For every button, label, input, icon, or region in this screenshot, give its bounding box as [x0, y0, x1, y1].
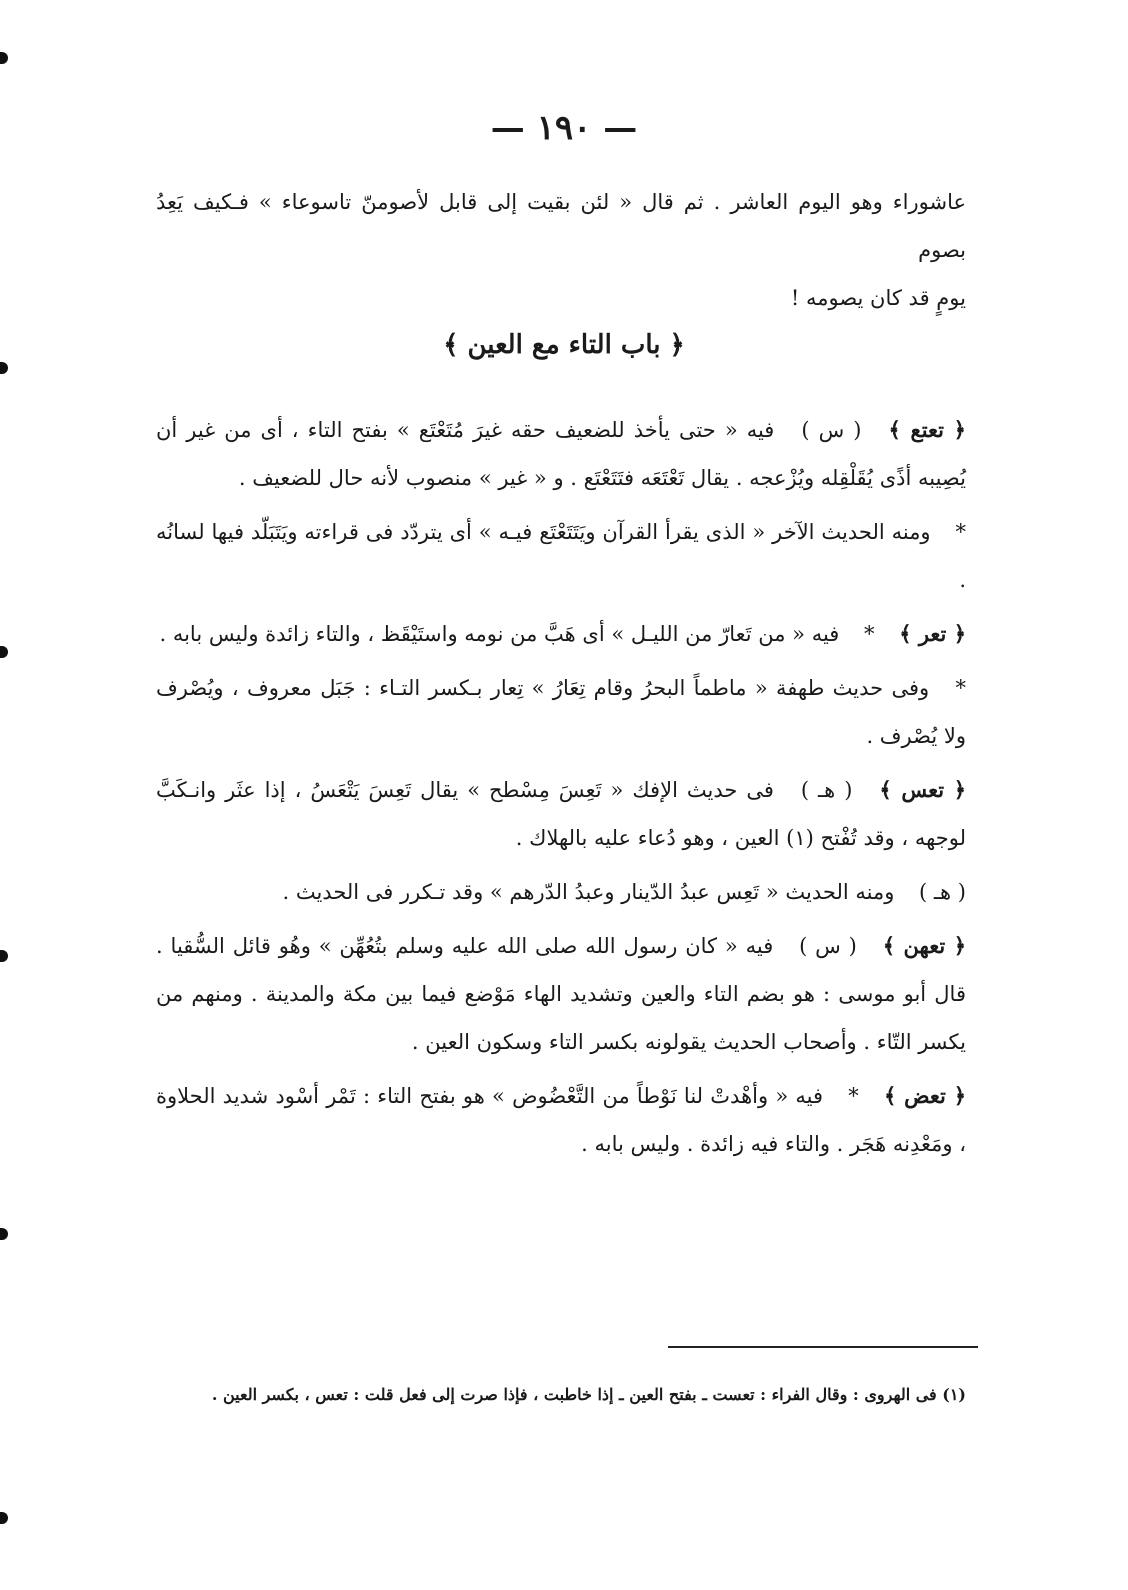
entry-term: ﴿ تعس ﴾ [879, 777, 967, 802]
entry-taar [156, 610, 966, 658]
scan-edge-mark [0, 1512, 8, 1524]
scan-edge-mark [0, 646, 8, 658]
intro-line: يومٍ قد كان يصومه ! [790, 286, 966, 310]
footnote: (١) فى الهروى : وقال الفراء : تعست ـ بفتح العين ـ إذا خاطبت ، فإذا صرت إلى فعل قلت : تعس ، بكسر العين . [211, 1385, 966, 1404]
entry-source-mark: ( هـ ) [800, 778, 853, 802]
entry-taas [156, 766, 966, 862]
entry-tuhin [156, 922, 966, 1066]
scan-edge-mark [0, 950, 8, 962]
entry-text: فيه « وأهْدتْ لنا نَوْطاً من التَّعْضُوض » هو بفتح التاء : تَمْر أسْود شديد الحلاوة ، ومَعْدِنه هَجَر . والتاء فيه زائدة . وليس بابه . [156, 1084, 966, 1156]
entry-tadud [156, 1072, 966, 1168]
entry-term: ﴿ تعهن ﴾ [882, 933, 967, 958]
entries-block [156, 406, 966, 1174]
intro-paragraph [156, 178, 966, 322]
entry-text: فى حديث الإفك « تَعِسَ مِسْطح » يقال تَعِسَ يَتْعَسُ ، إذا عثَر وانـكَبَّ لوجهه ، وقد تُفْتح (١) العين ، وهو دُعاء عليه بالهلاك . [156, 778, 966, 850]
entry-text: ومنه الحديث الآخر « الذى يقرأ القرآن ويَتَتَعْتَع فيـه » أى يتردّد فى قراءته ويَتَبَلّد فيها لسانُه . [156, 520, 966, 592]
entry-source-mark: * [955, 676, 966, 700]
entry-source-mark: ( هـ ) [919, 880, 966, 904]
scan-edge-mark [0, 1228, 8, 1240]
entry-source-mark: * [848, 1084, 859, 1108]
entry-term: ﴿ تعتع ﴾ [888, 417, 966, 442]
scan-edge-mark [0, 52, 8, 64]
entry-source-mark: ( س ) [801, 418, 862, 442]
intro-line: عاشوراء وهو اليوم العاشر . ثم قال « لئن بقيت إلى قابل لأصومنّ تاسوعاء » فـكيف يَعِدُ بصوم [156, 190, 966, 262]
entry-source-mark: * [864, 622, 875, 646]
entry-text: وفى حديث طهفة « ماطماً البحرُ وقام تِعَارُ » تِعار بـكسر التـاء : جَبَل معروف ، ويُصْرف ولا يُصْرف . [156, 676, 966, 748]
entry-text: فيه « من تَعارّ من الليـل » أى هَبَّ من نومه واستَيْقَظ ، والتاء زائدة وليس بابه . [159, 622, 840, 646]
entry-term: ﴿ تعض ﴾ [883, 1083, 966, 1108]
entry-text: فيه « حتى يأخذ للضعيف حقه غيرَ مُتَعْتَع » بفتح التاء ، أى من غير أن يُصِيبه أذًى يُقَلْقِله ويُزْعجه . يقال تَعْتَعَه فتَتَعْتَع . و « غير » منصوب لأنه حال للضعيف . [156, 418, 966, 490]
entry-taar-tihfa [156, 664, 966, 760]
page-number: — ١٩٠ — [490, 108, 638, 148]
entry-taas-hadith [156, 868, 966, 916]
entry-source-mark: ( س ) [799, 934, 857, 958]
entry-taata [156, 406, 966, 502]
scan-edge-mark [0, 362, 8, 374]
entry-text: ومنه الحديث « تَعِس عبدُ الدّينار وعبدُ الدّرهم » وقد تـكرر فى الحديث . [282, 880, 895, 904]
entry-text: فيه « كان رسول الله صلى الله عليه وسلم بتُعُهِّن » وهُو قائل السُّقيا . قال أبو موسى : هو بضم التاء والعين وتشديد الهاء مَوْضع فيما بين مكة والمدينة . ومنهم من يكسر التّاء . وأصحاب الحديث يقولونه بكسر التاء وسكون العين . [156, 934, 966, 1054]
chapter-heading: ﴿ باب التاء مع العين ﴾ [443, 330, 685, 360]
entry-source-mark: * [955, 520, 966, 544]
footnote-divider [668, 1346, 978, 1348]
entry-taata-hadith [156, 508, 966, 604]
entry-term: ﴿ تعر ﴾ [899, 621, 966, 646]
